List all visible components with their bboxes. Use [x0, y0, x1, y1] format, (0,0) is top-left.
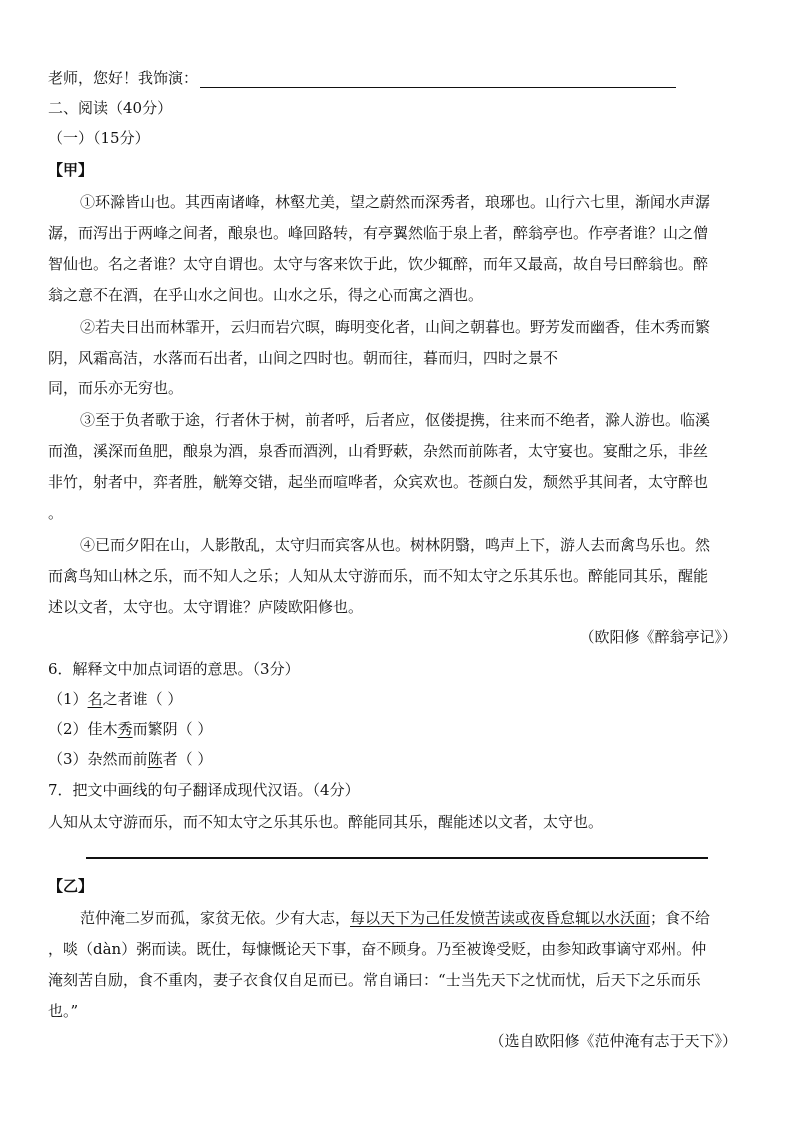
yi-line3: 淹刻苦自励，食不重肉，妻子衣食仅自足而已。常自诵曰：“士当先天下之忧而忧，后天下之乐而乐: [48, 971, 701, 989]
answer-blank[interactable]: [200, 72, 676, 88]
jia-p1-line2: 潺，而泻出于两峰之间者，酿泉也。峰回路转，有亭翼然临于泉上者，醉翁亭也。作亭者谁？山之僧: [48, 224, 709, 242]
yi-line1-post: ；食不给: [650, 909, 711, 927]
q6-item-3: [48, 749, 212, 769]
jia-p2-line1: ②若夫日出而林霏开，云归而岩穴暝，晦明变化者，山间之朝暮也。野芳发而幽香，佳木秀而繁: [80, 318, 711, 336]
jia-label: 【甲】: [48, 161, 94, 179]
jia-p4-line1: ④已而夕阳在山，人影散乱，太守归而宾客从也。树林阴翳，鸣声上下，游人去而禽鸟乐也。然: [80, 536, 711, 554]
q7-sentence: 人知从太守游而乐，而不知太守之乐其乐也。醉能同其乐，醒能述以文者，太守也。: [48, 813, 604, 831]
jia-p1-line3: 智仙也。名之者谁？太守自谓也。太守与客来饮于此，饮少辄醉，而年又最高，故自号曰醉翁也。醉: [48, 255, 709, 273]
jia-p1-line4: 翁之意不在酒，在乎山水之间也。山水之乐，得之心而寓之酒也。: [48, 286, 484, 304]
yi-line1-pre: 范仲淹二岁而孤，家贫无依。少有大志，: [80, 909, 351, 927]
yi-line4: 也。”: [48, 1002, 79, 1020]
answer-line[interactable]: [86, 857, 708, 859]
intro-prompt: 老师，您好！我饰演：: [48, 69, 199, 87]
yi-source: （选自欧阳修《范仲淹有志于天下》）: [489, 1032, 737, 1050]
jia-p3-line2: 而渔，溪深而鱼肥，酿泉为酒，泉香而酒洌，山肴野蔌，杂然而前陈者，太守宴也。宴酣之乐，非丝: [48, 442, 709, 460]
jia-source: （欧阳修《醉翁亭记》）: [579, 628, 737, 646]
q6-item-number: （2）: [48, 720, 88, 738]
jia-p3-line4: 。: [48, 504, 64, 522]
intro-line: [48, 68, 676, 88]
yi-line1: [80, 908, 710, 928]
yi-label: 【乙】: [48, 877, 94, 895]
q6-title: 6．解释文中加点词语的意思。（3分）: [48, 660, 300, 678]
q6-item-keyword: 陈: [147, 750, 163, 768]
jia-p1-line1: ①环滁皆山也。其西南诸峰，林壑尤美，望之蔚然而深秀者，琅琊也。山行六七里，渐闻水声潺: [80, 193, 711, 211]
jia-p2-line3: 同，而乐亦无穷也。: [48, 379, 184, 397]
section-title: 二、阅读（40分）: [48, 99, 173, 117]
q6-item-pre: 佳木: [87, 720, 118, 738]
q6-item-post: 而繁阴（ ）: [132, 720, 213, 738]
q6-item-2: [48, 719, 212, 739]
jia-p2-line2: 阴，风霜高洁，水落而石出者，山间之四时也。朝而往，暮而归，四时之景不: [48, 349, 559, 367]
q6-item-pre: 杂然而前: [87, 750, 148, 768]
q6-item-number: （3）: [48, 750, 88, 768]
jia-p3-line3: 非竹，射者中，弈者胜，觥筹交错，起坐而喧哗者，众宾欢也。苍颜白发，颓然乎其间者，太守醉也: [48, 473, 709, 491]
q7-title: 7．把文中画线的句子翻译成现代汉语。（4分）: [48, 781, 360, 799]
jia-p4-line3: 述以文者，太守也。太守谓谁？庐陵欧阳修也。: [48, 598, 364, 616]
q6-item-1: [48, 689, 182, 709]
q6-item-post: 者（ ）: [162, 750, 213, 768]
jia-p3-line1: ③至于负者歌于途，行者休于树，前者呼，后者应，伛偻提携，往来而不绝者，滁人游也。临溪: [80, 411, 711, 429]
q6-item-keyword: 秀: [117, 720, 133, 738]
q6-item-keyword: 名: [87, 690, 103, 708]
q6-item-post: 之者谁（ ）: [102, 690, 183, 708]
jia-p4-line2: 而禽鸟知山林之乐，而不知人之乐；人知从太守游而乐，而不知太守之乐其乐也。醉能同其乐，醒能: [48, 567, 709, 585]
part1-title: （一）（15分）: [48, 129, 150, 147]
q6-item-number: （1）: [48, 690, 88, 708]
yi-line2: ，啖（dàn）粥而读。既仕，每慷慨论天下事，奋不顾身。乃至被谗受贬，由参知政事谪守邓州。仲: [48, 940, 707, 958]
yi-underlined-sentence: 每以天下为己任发愤苦读或夜昏怠辄以水沃面: [350, 909, 651, 927]
